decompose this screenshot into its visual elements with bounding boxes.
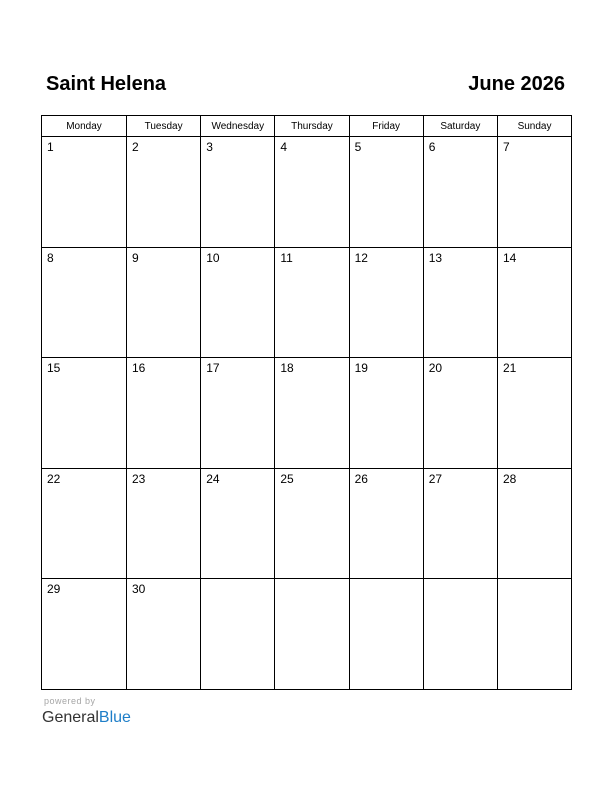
day-number <box>350 579 423 582</box>
day-number: 15 <box>47 361 61 376</box>
month-year-title: June 2026 <box>468 73 565 95</box>
day-number: 14 <box>502 250 517 265</box>
day-cell <box>127 468 201 579</box>
day-number: 9 <box>132 250 139 265</box>
day-cell <box>275 579 349 690</box>
day-number: 19 <box>354 361 368 376</box>
day-cell <box>497 468 571 579</box>
day-cell <box>497 137 571 248</box>
day-number: 13 <box>428 250 443 265</box>
day-number: 6 <box>428 140 436 154</box>
day-cell <box>423 579 497 690</box>
day-cell <box>127 358 201 469</box>
day-cell <box>423 247 497 358</box>
day-number: 3 <box>206 140 213 154</box>
day-cell <box>42 468 127 579</box>
day-cell <box>275 358 349 469</box>
week-row-3 <box>42 358 572 469</box>
weekday-sunday: Sunday <box>497 116 571 137</box>
day-cell <box>497 247 571 358</box>
weekday-monday: Monday <box>42 116 127 137</box>
weekday-thursday: Thursday <box>275 116 349 137</box>
day-cell <box>127 247 201 358</box>
day-cell <box>349 579 423 690</box>
day-number: 29 <box>47 582 61 597</box>
day-cell <box>42 137 127 248</box>
day-number: 17 <box>206 361 220 376</box>
day-number: 10 <box>206 250 220 265</box>
brand-general: General <box>42 709 99 726</box>
day-number: 11 <box>280 250 293 265</box>
day-number: 25 <box>280 471 294 486</box>
weekday-wednesday: Wednesday <box>201 116 275 137</box>
day-number: 18 <box>280 361 294 376</box>
day-number <box>424 579 497 582</box>
day-cell <box>127 137 201 248</box>
day-cell <box>275 247 349 358</box>
weekday-friday: Friday <box>349 116 423 137</box>
day-number: 30 <box>132 582 146 597</box>
day-cell <box>275 468 349 579</box>
day-cell <box>42 247 127 358</box>
day-cell <box>497 579 571 690</box>
day-cell <box>201 579 275 690</box>
day-number: 5 <box>354 140 362 154</box>
day-cell <box>275 137 349 248</box>
day-number <box>275 579 348 582</box>
day-cell <box>201 468 275 579</box>
day-cell <box>201 137 275 248</box>
day-cell <box>127 579 201 690</box>
footer-branding <box>42 696 131 728</box>
week-row-1 <box>42 137 572 248</box>
day-number: 20 <box>428 361 443 376</box>
powered-by-label: powered by <box>44 696 96 706</box>
day-number: 23 <box>132 471 146 486</box>
day-number: 27 <box>428 471 443 486</box>
day-number: 26 <box>354 471 368 486</box>
weekday-header-row <box>42 116 572 137</box>
day-number <box>498 579 571 582</box>
week-row-2 <box>42 247 572 358</box>
day-number: 12 <box>354 250 368 265</box>
day-cell <box>349 137 423 248</box>
day-number: 22 <box>47 471 61 486</box>
calendar-grid <box>41 115 572 690</box>
day-cell <box>349 247 423 358</box>
day-number: 21 <box>502 361 517 376</box>
day-cell <box>423 468 497 579</box>
day-number: 8 <box>47 250 54 265</box>
day-cell <box>349 468 423 579</box>
day-cell <box>42 579 127 690</box>
day-cell <box>201 247 275 358</box>
brand-blue: Blue <box>98 709 131 726</box>
day-cell <box>201 358 275 469</box>
week-row-4 <box>42 468 572 579</box>
weekday-tuesday: Tuesday <box>127 116 201 137</box>
location-title: Saint Helena <box>46 73 167 95</box>
day-number: 24 <box>206 471 220 486</box>
day-number: 4 <box>280 140 288 154</box>
day-number: 7 <box>502 140 510 154</box>
day-number: 16 <box>132 361 146 376</box>
week-row-5 <box>42 579 572 690</box>
day-number: 28 <box>502 471 517 486</box>
day-cell <box>349 358 423 469</box>
day-number <box>201 579 274 582</box>
day-cell <box>497 358 571 469</box>
day-number: 2 <box>132 140 139 154</box>
day-number: 1 <box>47 140 54 154</box>
day-cell <box>42 358 127 469</box>
day-cell <box>423 137 497 248</box>
weekday-saturday: Saturday <box>423 116 497 137</box>
day-cell <box>423 358 497 469</box>
generalblue-logo <box>42 708 131 728</box>
